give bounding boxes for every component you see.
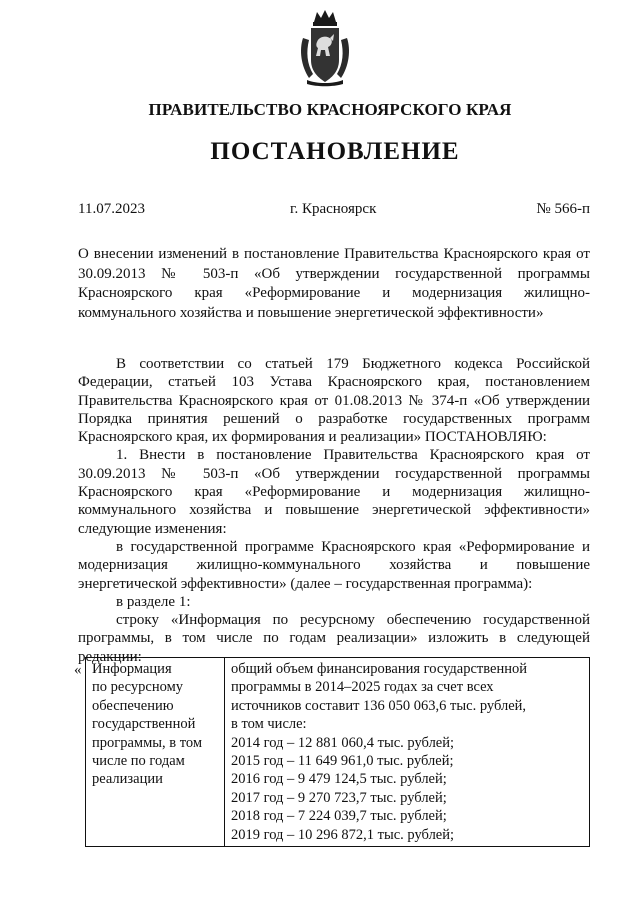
label-line: программы, в том [92, 734, 203, 751]
value-line: 2019 год – 10 296 872,1 тыс. рублей; [231, 826, 455, 843]
table-label-cell [86, 658, 225, 847]
paragraph-section-1: в разделе 1: [116, 593, 191, 610]
label-line: государственной [92, 716, 196, 733]
document-type-heading: ПОСТАНОВЛЕНИЕ [210, 138, 460, 165]
document-number: № 566-п [536, 201, 590, 217]
organization-name: ПРАВИТЕЛЬСТВО КРАСНОЯРСКОГО КРАЯ [148, 100, 512, 119]
value-line: в том числе: [231, 716, 307, 733]
table-value-cell [225, 658, 590, 847]
label-line: числе по годам [92, 753, 185, 770]
document-date: 11.07.2023 [78, 201, 145, 217]
document-city: г. Красноярск [290, 201, 377, 217]
paragraph-program: в государственной программе Красноярского края «Реформирование и модернизация жилищно-коммунального хозяйства и повышение энергетической эффективности» (далее – государственная программа): [78, 538, 590, 592]
table-row [86, 658, 590, 847]
value-line: 2016 год – 9 479 124,5 тыс. рублей; [231, 771, 447, 788]
value-line: 2018 год – 7 224 039,7 тыс. рублей; [231, 808, 447, 825]
resource-table [85, 657, 590, 847]
value-line: 2017 год – 9 270 723,7 тыс. рублей; [231, 789, 447, 806]
label-line: реализации [92, 771, 163, 788]
value-line: источников составит 136 050 063,6 тыс. рублей, [231, 697, 527, 714]
document-title: О внесении изменений в постановление Правительства Красноярского края от 30.09.2013 № 503-п «Об утверждении государственной программы Красноярского края «Реформирование и модернизация жилищно-коммунального хозяйства и повышение энергетической эффективности» [78, 246, 590, 321]
paragraph-item-1: 1. Внести в постановление Правительства Красноярского края от 30.09.2013 № 503-п «Об утверждении государственной программы Красноярского края «Реформирование и модернизация жилищно-коммунального хозяйства и повышение энергетической эффективности» следующие изменения: [78, 447, 590, 537]
paragraph-preamble: В соответствии со статьей 179 Бюджетного кодекса Российской Федерации, статьей 103 Устава Красноярского края, постановлением Правительства Красноярского края от 01.08.2013 № 374-п «Об утверждении Порядка принятия решений о разработке государственных программ Красноярского края, их формирования и реализации» ПОСТАНОВЛЯЮ: [78, 356, 590, 446]
table-open-quote: « [74, 662, 82, 678]
document-body [78, 355, 590, 666]
coat-of-arms-icon [297, 8, 353, 88]
paragraph-row-instruction: строку «Информация по ресурсному обеспечению государственной программы, в том числе по годам реализации» изложить в следующей редакции: [78, 612, 590, 665]
label-line: обеспечению [92, 697, 174, 714]
document-meta-row [78, 201, 590, 221]
value-line: программы в 2014–2025 годах за счет всех [231, 679, 494, 696]
value-line: 2015 год – 11 649 961,0 тыс. рублей; [231, 753, 454, 770]
label-line: Информация [92, 661, 172, 677]
value-line: 2014 год – 12 881 060,4 тыс. рублей; [231, 734, 455, 751]
label-line: по ресурсному [92, 679, 184, 696]
value-line: общий объем финансирования государственной [231, 661, 527, 677]
